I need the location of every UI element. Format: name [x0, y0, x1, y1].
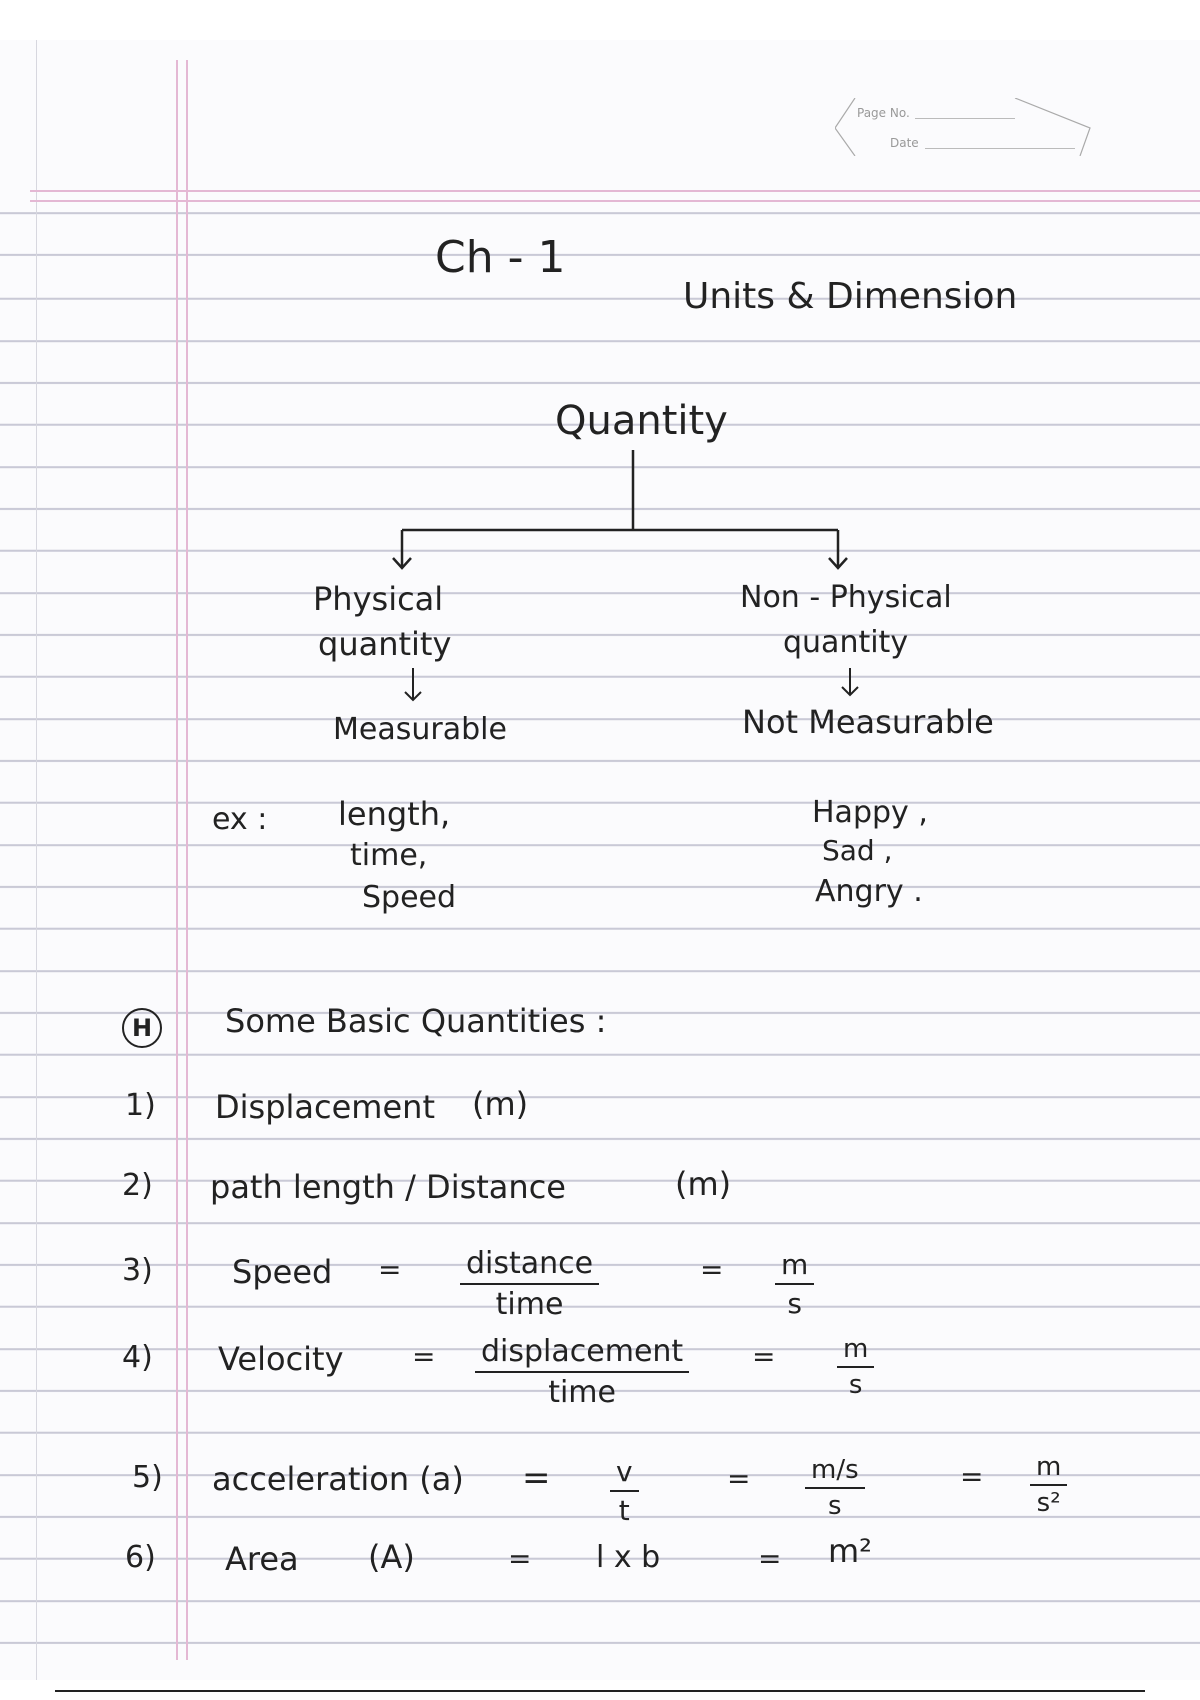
item-2-text: path length / Distance — [210, 1168, 566, 1206]
item-4-formula — [475, 1334, 689, 1410]
topic-title: Units & Dimension — [683, 276, 1018, 317]
item-4-unit-denominator: s — [848, 1370, 863, 1400]
item-6-result: m² — [828, 1532, 872, 1570]
item-4-number: 4) — [122, 1340, 153, 1375]
item-4-formula-numerator: displacement — [475, 1334, 689, 1373]
item-3-equals-2: = — [700, 1253, 724, 1286]
item-3-formula — [460, 1246, 599, 1322]
item-5-unit-simplified-numerator: m — [1030, 1452, 1067, 1486]
item-5-number: 5) — [132, 1460, 163, 1495]
item-6-symbol: (A) — [368, 1538, 415, 1576]
left-example-2: time, — [350, 838, 428, 873]
item-3-number: 3) — [122, 1253, 153, 1288]
item-1-text: Displacement — [215, 1088, 435, 1126]
item-5-unit-simplified-denominator: s² — [1036, 1488, 1061, 1518]
item-5-unit — [805, 1455, 865, 1521]
item-2-unit: (m) — [675, 1165, 732, 1203]
item-4-text: Velocity — [218, 1340, 344, 1378]
page-no-label: Page No. — [857, 106, 910, 120]
right-example-3: Angry . — [815, 874, 923, 909]
item-4-unit-numerator: m — [837, 1334, 874, 1368]
right-node-line1: Non - Physical — [740, 580, 952, 615]
item-3-equals: = — [378, 1253, 402, 1286]
section-bullet-icon: H — [122, 1008, 162, 1048]
item-3-unit-numerator: m — [775, 1248, 814, 1285]
item-5-formula-denominator: t — [618, 1494, 630, 1527]
item-2-number: 2) — [122, 1168, 153, 1203]
item-3-unit-denominator: s — [787, 1287, 802, 1320]
right-example-1: Happy , — [812, 795, 928, 830]
item-3-unit — [775, 1248, 814, 1320]
item-4-formula-denominator: time — [548, 1375, 616, 1410]
left-node-line2: quantity — [318, 625, 452, 663]
left-node-line1: Physical — [313, 580, 444, 618]
examples-label: ex : — [212, 802, 268, 837]
date-label: Date — [890, 136, 919, 150]
item-3-text: Speed — [232, 1253, 333, 1291]
item-6-equals-2: = — [758, 1542, 782, 1575]
left-example-3: Speed — [362, 880, 457, 915]
right-node-line2: quantity — [783, 625, 909, 660]
chapter-title: Ch - 1 — [435, 232, 566, 283]
item-5-text: acceleration (a) — [212, 1460, 464, 1498]
item-5-unit-simplified — [1030, 1452, 1067, 1518]
section-heading: Some Basic Quantities : — [225, 1002, 607, 1040]
left-node-property: Measurable — [333, 712, 507, 747]
item-5-equals-2: = — [727, 1462, 751, 1495]
item-4-equals-2: = — [752, 1340, 776, 1373]
right-node-property: Not Measurable — [742, 703, 994, 741]
bottom-divider — [55, 1690, 1145, 1692]
tree-root: Quantity — [555, 398, 728, 444]
item-5-unit-numerator: m/s — [805, 1455, 865, 1489]
item-6-number: 6) — [125, 1540, 156, 1575]
item-6-equals: = — [508, 1542, 532, 1575]
item-4-equals: = — [412, 1340, 436, 1373]
left-example-1: length, — [338, 795, 451, 833]
item-4-unit — [837, 1334, 874, 1400]
item-1-unit: (m) — [472, 1085, 529, 1123]
item-6-expression: l x b — [596, 1540, 661, 1575]
item-5-unit-denominator: s — [828, 1491, 842, 1521]
item-5-formula — [610, 1455, 639, 1527]
item-1-number: 1) — [125, 1088, 156, 1123]
item-3-formula-numerator: distance — [460, 1246, 599, 1285]
item-5-formula-numerator: v — [610, 1455, 639, 1492]
item-6-text: Area — [225, 1540, 299, 1578]
right-example-2: Sad , — [822, 834, 893, 867]
item-5-equals-3: = — [960, 1460, 984, 1493]
item-3-formula-denominator: time — [495, 1287, 564, 1322]
item-5-equals: = — [522, 1458, 551, 1498]
